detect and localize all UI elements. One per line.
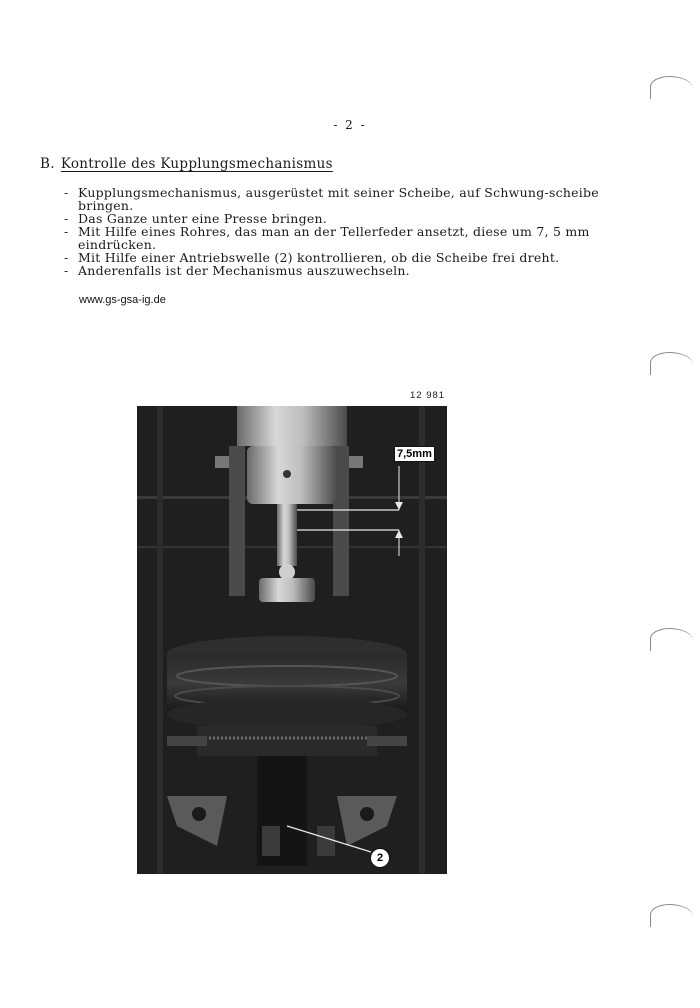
press-photo-illustration: [137, 406, 447, 874]
press-photo: [137, 406, 447, 874]
website-link[interactable]: www.gs-gsa-ig.de: [79, 294, 166, 306]
instruction-item: - Das Ganze unter eine Presse bringen.: [64, 212, 634, 225]
section-title: Kontrolle des Kupplungsmechanismus: [60, 156, 333, 172]
instruction-item: - Anderenfalls ist der Mechanismus auszuwechseln.: [64, 264, 634, 277]
figure-number: 12 981: [410, 390, 446, 401]
instruction-item: - Mit Hilfe einer Antriebswelle (2) kontrollieren, ob die Scheibe frei dreht.: [64, 251, 634, 264]
instruction-item: - Kupplungsmechanismus, ausgerüstet mit seiner Scheibe, auf Schwung-scheibe bringen.: [64, 186, 634, 212]
section-heading: [40, 156, 333, 172]
measurement-label: 7,5mm: [394, 446, 435, 462]
instruction-list: [64, 186, 634, 277]
section-prefix: B.: [40, 156, 55, 172]
punch-hole-icon: [650, 352, 693, 375]
punch-hole-icon: [650, 628, 693, 651]
page-number: - 2 -: [333, 118, 367, 132]
punch-hole-icon: [650, 76, 693, 99]
punch-hole-icon: [650, 904, 693, 927]
instruction-item: - Mit Hilfe eines Rohres, das man an der Tellerfeder ansetzt, diese um 7, 5 mm eindrücken.: [64, 225, 634, 251]
callout-label: 2: [370, 848, 390, 868]
